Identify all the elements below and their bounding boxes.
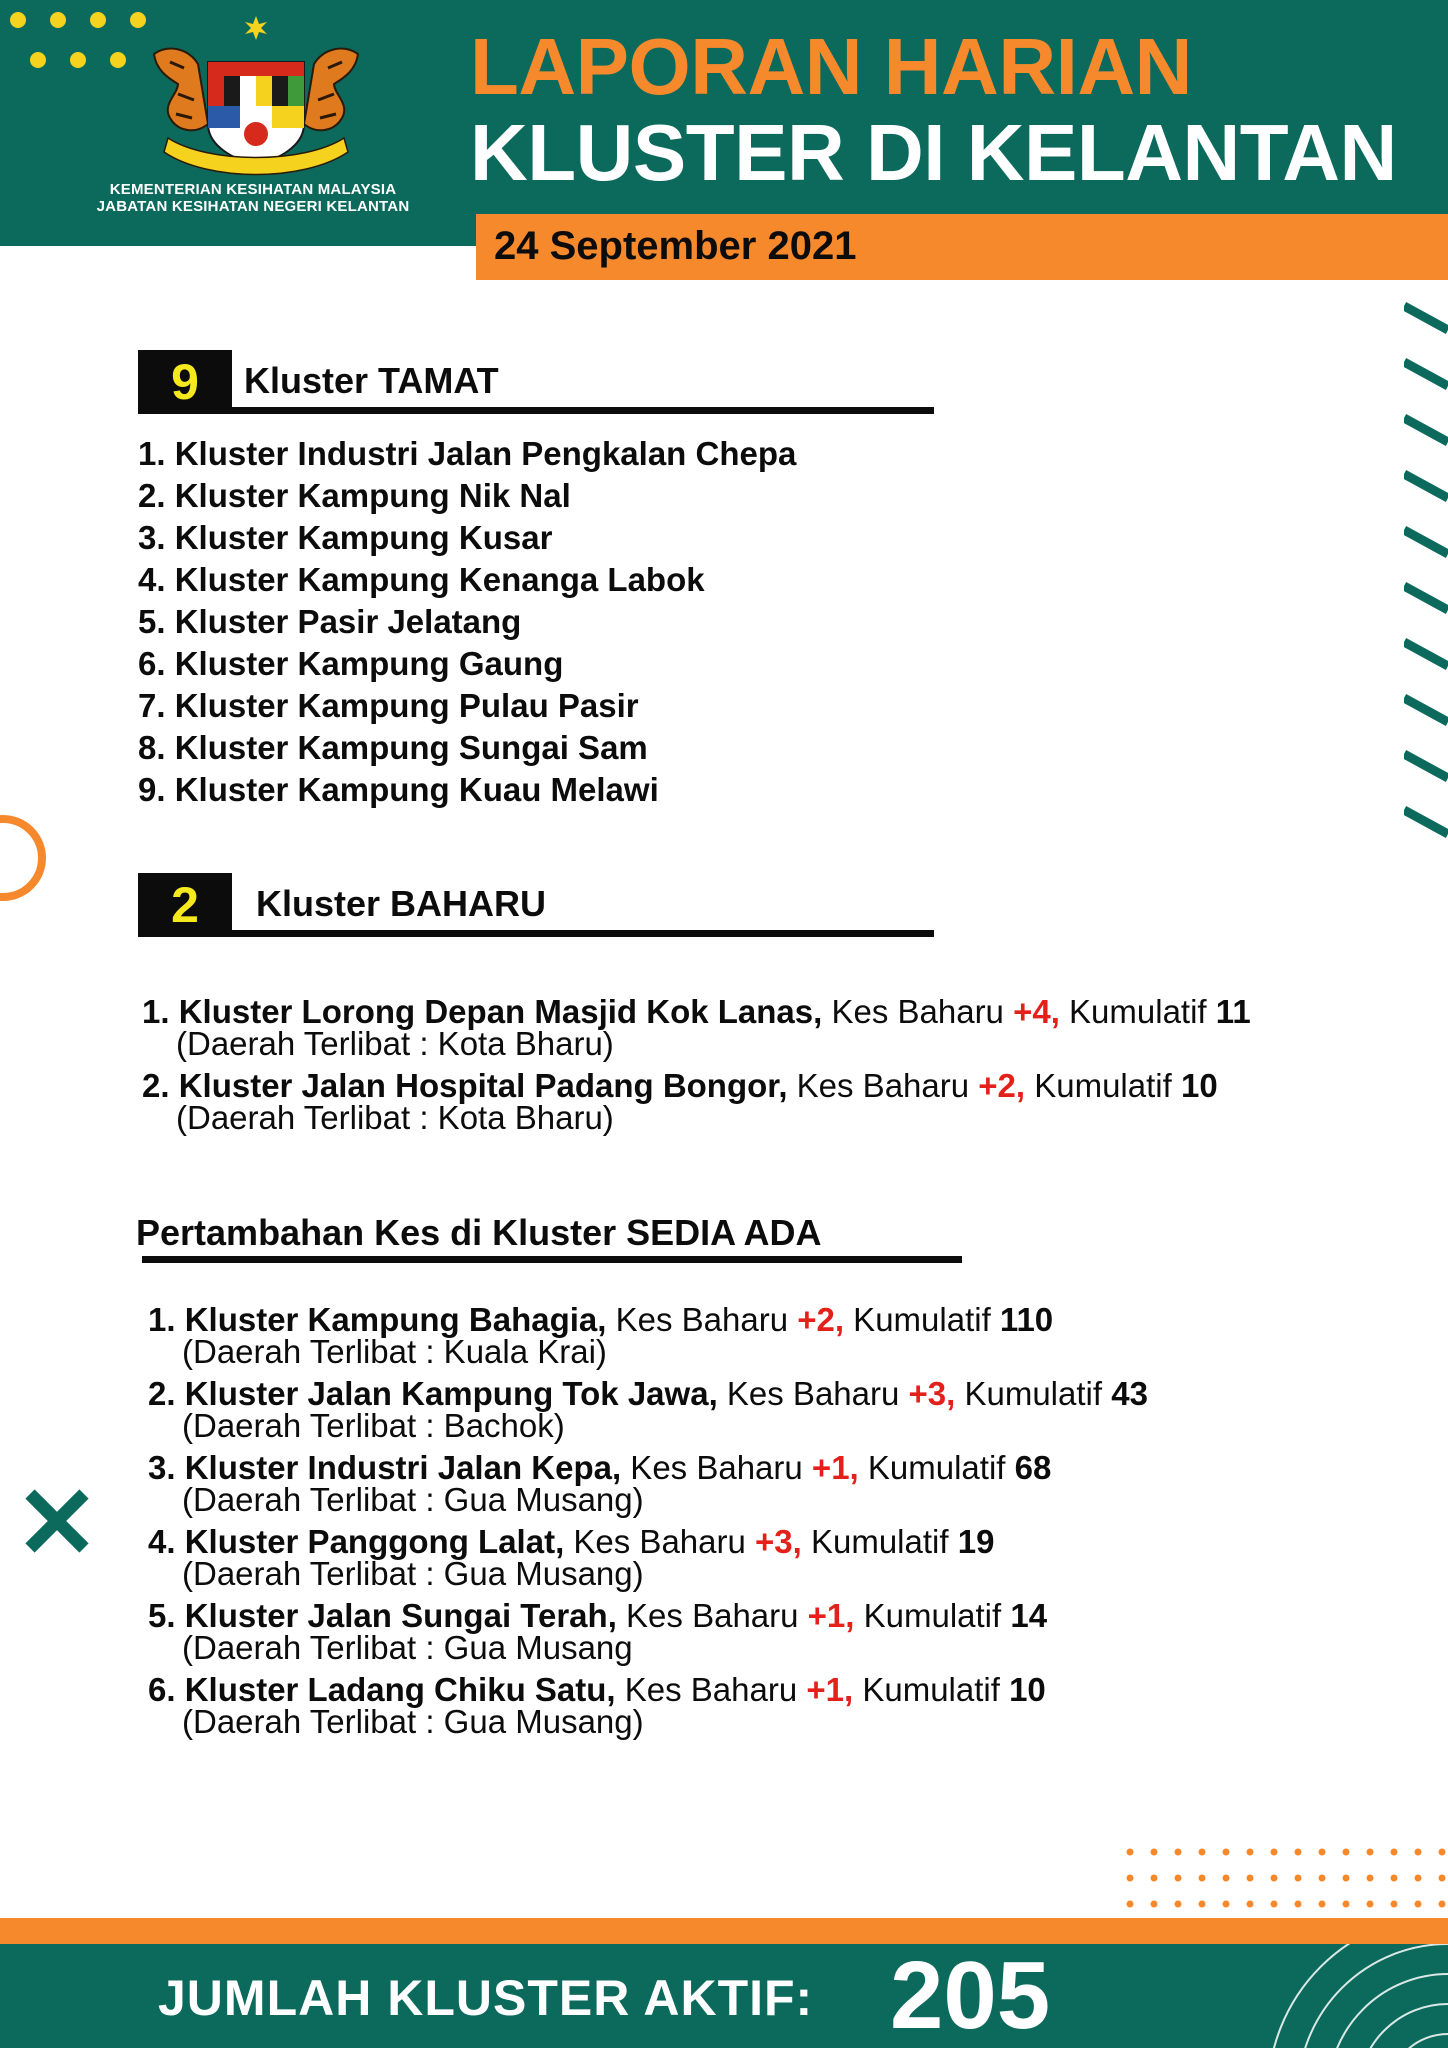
list-item: 2. Kluster Jalan Hospital Padang Bongor, Kes Baharu +2, Kumulatif 10 (Daerah Terlibat : Kota Bharu) <box>142 1070 1251 1144</box>
tamat-heading <box>138 350 798 414</box>
kumulatif-label: Kumulatif <box>955 1375 1112 1412</box>
list-item: 3. Kluster Industri Jalan Kepa, Kes Baharu +1, Kumulatif 68 (Daerah Terlibat : Gua Musang) <box>148 1452 1148 1526</box>
title-line-1: LAPORAN HARIAN <box>470 22 1192 111</box>
kumulatif-label: Kumulatif <box>854 1597 1011 1634</box>
decorative-dot-grid <box>1126 1848 1448 1918</box>
kes-value: +2, <box>797 1301 845 1338</box>
kumulatif-value: 68 <box>1014 1449 1052 1486</box>
kumulatif-value: 43 <box>1111 1375 1148 1412</box>
kumulatif-label: Kumulatif <box>858 1449 1015 1486</box>
tamat-list <box>138 433 796 811</box>
cluster-name: 1. Kluster Kampung Bahagia <box>148 1301 598 1338</box>
kes-value: +4, <box>1013 993 1060 1030</box>
kes-value: +1, <box>807 1597 855 1634</box>
daerah-text: (Daerah Terlibat : Kuala Krai) <box>182 1333 607 1370</box>
sedia-ada-underline <box>142 1256 962 1263</box>
list-item: 4. Kluster Kampung Kenanga Labok <box>138 561 705 598</box>
kumulatif-label: Kumulatif <box>844 1301 1000 1338</box>
list-item: 1. Kluster Industri Jalan Pengkalan Chepa <box>138 435 797 472</box>
baharu-label: Kluster BAHARU <box>256 883 547 924</box>
list-item: 1. Kluster Lorong Depan Masjid Kok Lanas, Kes Baharu +4, Kumulatif 11 (Daerah Terlibat : Kota Bharu) <box>142 993 1251 1062</box>
ministry-line-2: JABATAN KESIHATAN NEGERI KELANTAN <box>96 198 410 215</box>
list-item: 3. Kluster Kampung Kusar <box>138 519 553 556</box>
daerah-text: (Daerah Terlibat : Kota Bharu) <box>176 1099 614 1136</box>
tamat-label: Kluster TAMAT <box>244 360 499 401</box>
total-active-count: 205 <box>890 1944 1051 2048</box>
tamat-count: 9 <box>138 350 232 414</box>
ministry-line-1: KEMENTERIAN KESIHATAN MALAYSIA <box>109 181 397 198</box>
cluster-name: 5. Kluster Jalan Sungai Terah <box>148 1597 608 1634</box>
baharu-heading <box>138 873 798 937</box>
list-item: 6. Kluster Kampung Gaung <box>138 645 564 682</box>
list-item: 2. Kluster Kampung Nik Nal <box>138 477 571 514</box>
tamat-underline <box>232 407 934 414</box>
list-item: 5. Kluster Pasir Jelatang <box>138 603 522 640</box>
baharu-underline <box>232 930 934 937</box>
cluster-name: 1. Kluster Lorong Depan Masjid Kok Lanas <box>142 993 814 1030</box>
kumulatif-value: 11 <box>1215 993 1251 1030</box>
kumulatif-label: Kumulatif <box>801 1523 958 1560</box>
daerah-text: (Daerah Terlibat : Gua Musang <box>182 1629 633 1666</box>
kes-value: +3, <box>908 1375 956 1412</box>
kes-value: +1, <box>811 1449 859 1486</box>
baharu-count: 2 <box>138 873 232 937</box>
kes-value: +2, <box>978 1067 1026 1104</box>
decorative-dots <box>10 12 160 72</box>
list-item: 7. Kluster Kampung Pulau Pasir <box>138 687 639 724</box>
list-item: 1. Kluster Kampung Bahagia, Kes Baharu +2, Kumulatif 110 (Daerah Terlibat : Kuala Krai) <box>148 1304 1148 1378</box>
ministry-name <box>70 181 436 215</box>
daerah-text: (Daerah Terlibat : Kota Bharu) <box>176 1025 614 1062</box>
kumulatif-value: 10 <box>1180 1067 1218 1104</box>
cluster-name: 4. Kluster Panggong Lalat <box>148 1523 556 1560</box>
cluster-name: 2. Kluster Jalan Hospital Padang Bongor <box>142 1067 779 1104</box>
list-item: 4. Kluster Panggong Lalat, Kes Baharu +3, Kumulatif 19 (Daerah Terlibat : Gua Musang) <box>148 1526 1148 1600</box>
list-item: 9. Kluster Kampung Kuau Melawi <box>138 771 659 808</box>
kumulatif-label: Kumulatif <box>853 1671 1010 1708</box>
list-item: 2. Kluster Jalan Kampung Tok Jawa, Kes Baharu +3, Kumulatif 43 (Daerah Terlibat : Bachok) <box>148 1375 1148 1444</box>
report-date: 24 September 2021 <box>494 224 857 268</box>
list-item: 8. Kluster Kampung Sungai Sam <box>138 729 648 766</box>
kes-value: +3, <box>755 1523 802 1560</box>
kes-value: +1, <box>806 1671 854 1708</box>
kumulatif-value: 19 <box>957 1523 995 1560</box>
baharu-list <box>142 993 1251 1144</box>
kumulatif-label: Kumulatif <box>1059 993 1216 1030</box>
footer-banner <box>0 1944 1448 2048</box>
sedia-ada-heading: Pertambahan Kes di Kluster SEDIA ADA <box>136 1212 822 1253</box>
kumulatif-value: 10 <box>1009 1671 1046 1708</box>
decorative-ring-icon <box>0 815 46 901</box>
footer-orange-strip <box>0 1918 1448 1944</box>
list-item: 5. Kluster Jalan Sungai Terah, Kes Baharu +1, Kumulatif 14 (Daerah Terlibat : Gua Musang <box>148 1600 1148 1674</box>
daerah-text: (Daerah Terlibat : Gua Musang) <box>182 1481 644 1518</box>
daerah-text: (Daerah Terlibat : Gua Musang) <box>182 1555 644 1592</box>
cluster-name: 2. Kluster Jalan Kampung Tok Jawa <box>148 1375 709 1412</box>
kumulatif-value: 110 <box>999 1301 1054 1338</box>
coat-of-arms-icon <box>148 14 364 176</box>
sedia-ada-list <box>148 1301 1148 1748</box>
list-item: 6. Kluster Ladang Chiku Satu, Kes Baharu +1, Kumulatif 10 (Daerah Terlibat : Gua Musang) <box>148 1674 1148 1748</box>
cluster-name: 3. Kluster Industri Jalan Kepa <box>148 1449 612 1486</box>
total-active-label: JUMLAH KLUSTER AKTIF: <box>158 1970 814 2026</box>
daerah-text: (Daerah Terlibat : Bachok) <box>182 1407 565 1444</box>
date-bar <box>476 214 1448 280</box>
daerah-text: (Daerah Terlibat : Gua Musang) <box>182 1703 644 1740</box>
cluster-name: 6. Kluster Ladang Chiku Satu <box>148 1671 607 1708</box>
decorative-stripes-icon <box>1404 300 1448 840</box>
kumulatif-label: Kumulatif <box>1025 1067 1181 1104</box>
title-line-2: KLUSTER DI KELANTAN <box>470 108 1397 197</box>
decorative-x-icon <box>24 1488 90 1554</box>
header-banner <box>0 0 1448 246</box>
kumulatif-value: 14 <box>1010 1597 1048 1634</box>
decorative-arcs-icon <box>1220 1944 1448 2048</box>
